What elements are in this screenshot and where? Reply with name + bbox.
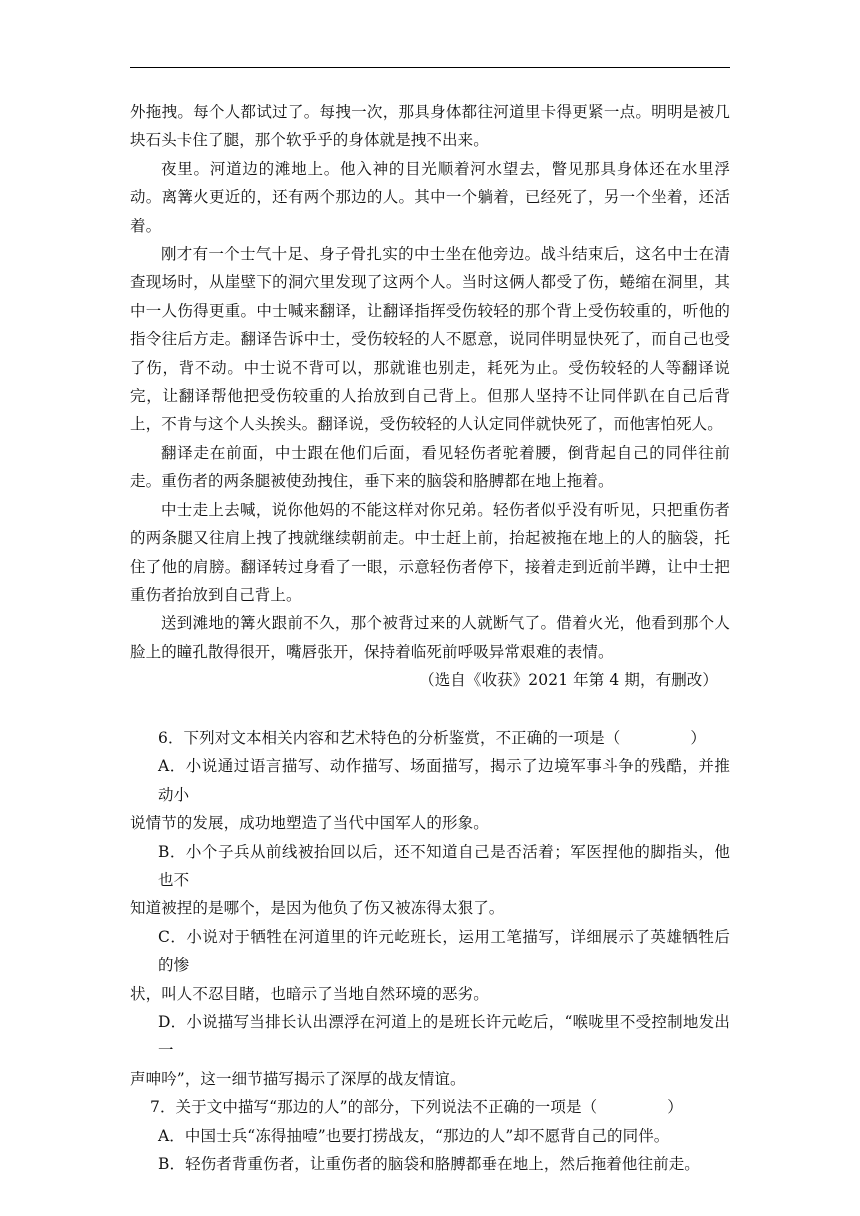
- source-citation: （选自《收获》2021 年第 4 期，有删改）: [419, 671, 718, 690]
- story-excerpt: [130, 98, 730, 695]
- question-6: [130, 724, 730, 1093]
- questions-section: [130, 724, 730, 1179]
- question-stem-text: 7．关于文中描写“那边的人”的部分，下列说法不正确的一项是（: [150, 1098, 598, 1117]
- option-b: B．轻伤者背重伤者，让重伤者的脑袋和胳膊都垂在地上，然后拖着他往前走。: [158, 1155, 700, 1174]
- question-stem: [130, 724, 730, 752]
- option-a: A．中国士兵“冻得抽噎”也要打捞战友，“那边的人”却不愿背自己的同伴。: [158, 1126, 670, 1145]
- paragraph: 翻译走在前面，中士跟在他们后面，看见轻伤者驼着腰，倒背起自己的同伴往前走。重伤者的两条腿被使劲拽住，垂下来的脑袋和胳膊都在地上拖着。: [130, 443, 730, 491]
- option-c-cont: 状，叫人不忍目睹，也暗示了当地自然环境的恶劣。: [130, 984, 489, 1003]
- paragraph: 中士走上去喊，说你他妈的不能这样对你兄弟。轻伤者似乎没有听见，只把重伤者的两条腿又往肩上拽了拽就继续朝前走。中士赶上前，抬起被拖在地上的人的脑袋，托住了他的肩膀。翻译转过身看了一眼，示意轻伤者停下，接着走到近前半蹲，让中士把重伤者抬放到自己背上。: [130, 500, 730, 604]
- option-b: B．小个子兵从前线被抬回以后，还不知道自己是否活着；军医捏他的脚指头，他也不: [158, 842, 730, 890]
- answer-paren-close: ）: [667, 1098, 683, 1117]
- paragraph: 外拖拽。每个人都试过了。每拽一次，那具身体都往河道里卡得更紧一点。明明是被几块石头卡住了腿，那个软乎乎的身体就是拽不出来。: [130, 103, 730, 150]
- question-stem: [130, 1093, 730, 1121]
- paragraph: 刚才有一个士气十足、身子骨扎实的中士坐在他旁边。战斗结束后，这名中士在清查现场时，从崖壁下的洞穴里发现了这两个人。当时这俩人都受了伤，蜷缩在洞里，其中一人伤得更重。中士喊来翻译，让翻译指挥受伤较轻的那个背上受伤较重的，听他的指令往后方走。翻译告诉中士，受伤较轻的人不愿意，说同伴明显快死了，而自己也受了伤，背不动。中士说不背可以，那就谁也别走，耗死为止。受伤较轻的人等翻译说完，让翻译帮他把受伤较重的人抬放到自己背上。但那人坚持不让同伴趴在自己后背上，不肯与这个人头挨头。翻译说，受伤较轻的人认定同伴就快死了，而他害怕死人。: [130, 245, 730, 434]
- option-b-cont: 知道被捏的是哪个，是因为他负了伤又被冻得太狠了。: [130, 899, 505, 918]
- paragraph: 送到滩地的篝火跟前不久，那个被背过来的人就断气了。借着火光，他看到那个人脸上的瞳孔散得很开，嘴唇张开，保持着临死前呼吸异常艰难的表情。: [130, 614, 730, 661]
- paragraph: 夜里。河道边的滩地上。他入神的目光顺着河水望去，瞥见那具身体还在水里浮动。离篝火更近的，还有两个那边的人。其中一个躺着，已经死了，另一个坐着，还活着。: [130, 159, 730, 235]
- question-stem-text: 6．下列对文本相关内容和艺术特色的分析鉴赏，不正确的一项是（: [158, 729, 621, 747]
- answer-paren-close: ）: [690, 729, 706, 747]
- option-a-cont: 说情节的发展，成功地塑造了当代中国军人的形象。: [130, 814, 489, 833]
- option-d: D．小说描写当排长认出漂浮在河道上的是班长许元屹后，“喉咙里不受控制地发出一: [158, 1013, 730, 1060]
- header-rule: [130, 67, 730, 68]
- option-d-cont: 声呻吟”，这一细节描写揭示了深厚的战友情谊。: [130, 1069, 466, 1088]
- option-c: C．小说对于牺牲在河道里的许元屹班长，运用工笔描写，详细展示了英雄牺牲后的惨: [158, 927, 730, 975]
- question-7: [130, 1093, 730, 1178]
- option-a: A．小说通过语言描写、动作描写、场面描写，揭示了边境军事斗争的残酷，并推动小: [158, 757, 730, 804]
